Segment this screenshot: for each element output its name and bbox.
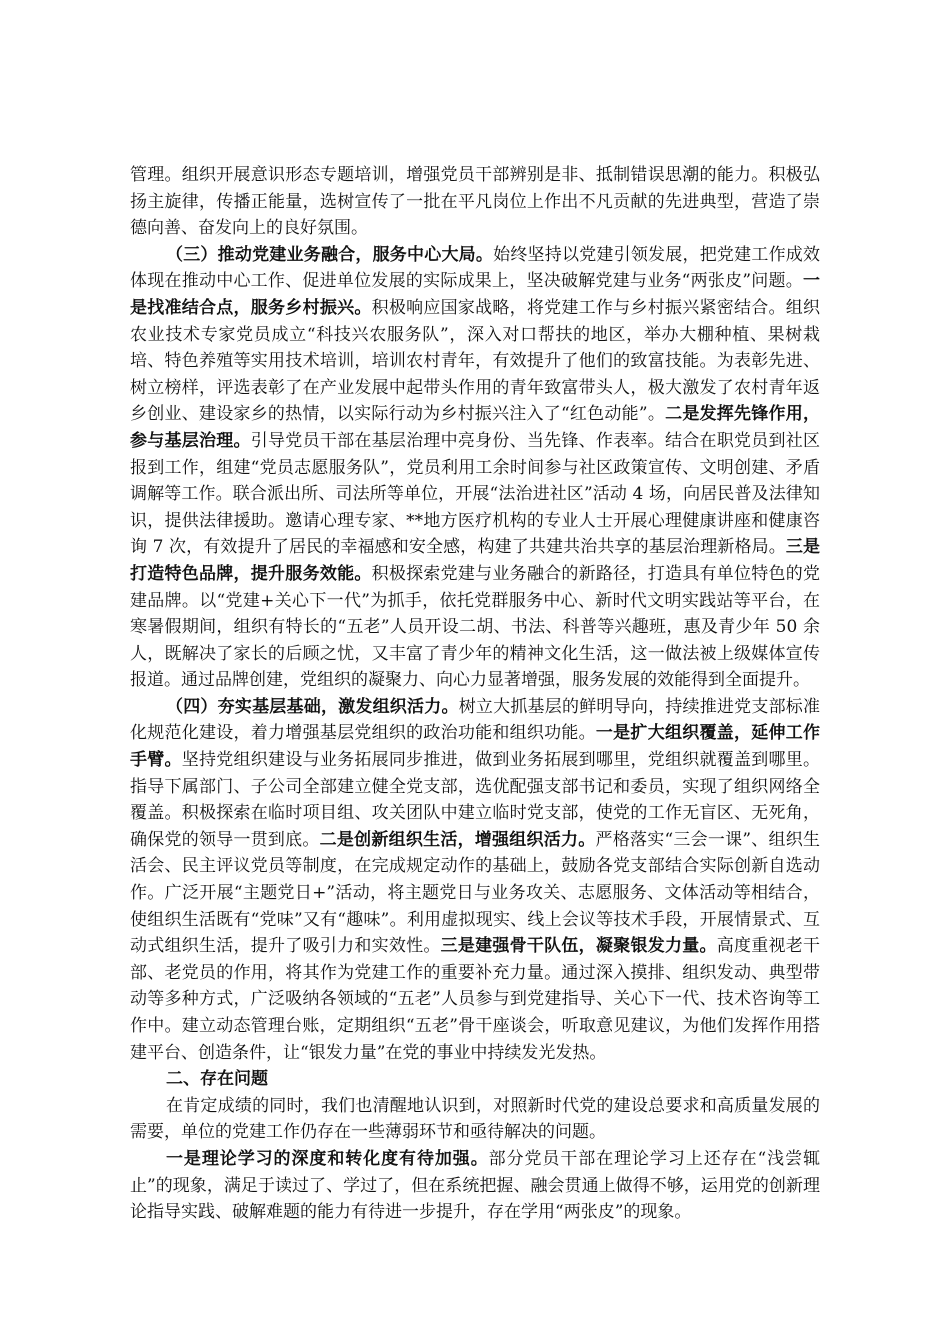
text-run: 坚持党组织建设与业务拓展同步推进，做到业务拓展到哪里，党组织就覆盖到哪里。指导下属部门、子公司全部建立健全党支部，选优配强支部书记和委员，实现了组织网络全覆盖。积极探索在临时项目组、攻关团队中建立临时党支部，使党的工作无盲区、无死角，确保党的领导一贯到底。 (130, 750, 821, 850)
paragraph-section-4 (130, 694, 820, 1066)
text-run: 树立大抓基层的鲜明导向，持续推进党支部标准化规范化建设，着力增强基层党组织的政治功能和组织功能。 (130, 696, 821, 744)
point-heading: 一是理论学习的深度和转化度有待加强。 (166, 1148, 489, 1169)
text-run: 积极探索党建与业务融合的新路径，打造具有单位特色的党建品牌。以“党建+关心下一代”为抓手，依托党群服务中心、新时代文明实践站等平台，在寒暑假期间，组织有特长的“五老”人员开设二胡、书法、科普等兴趣班，惠及青少年 50 余人，既解决了家长的后顾之忧，又丰富了青少年的精神文化生活，这一做法被上级媒体宣传报道。通过品牌创建，党组织的凝聚力、向心力显著增强，服务发展的效能得到全面提升。 (130, 563, 821, 691)
point-heading: 一是扩大组织覆盖，延伸工作手臂。 (130, 723, 820, 771)
paragraph-problem-1 (130, 1146, 820, 1226)
text-run: 高度重视老干部、老党员的作用，将其作为党建工作的重要补充力量。通过深入摸排、组织发动、典型带动等多种方式，广泛吸纳各领域的“五老”人员参与到党建指导、关心下一代、技术咨询等工作中。建立动态管理台账，定期组织“五老”骨干座谈会，听取意见建议，为他们发挥作用搭建平台、创造条件，让“银发力量”在党的事业中持续发光发热。 (130, 936, 821, 1063)
section-heading: （三）推动党建业务融合，服务中心大局。 (166, 244, 494, 265)
text-run: 在肯定成绩的同时，我们也清醒地认识到，对照新时代党的建设总要求和高质量发展的需要，单位的党建工作仍存在一些薄弱环节和亟待解决的问题。 (130, 1095, 820, 1143)
text-run: 引导党员干部在基层治理中亮身份、当先锋、作表率。结合在职党员到社区报到工作，组建“党员志愿服务队”，党员利用工余时间参与社区政策宣传、文明创建、矛盾调解等工作。联合派出所、司法所等单位，开展“法治进社区”活动 4 场，向居民普及法律知识，提供法律援助。邀请心理专家、**地方医疗机构的专业人士开展心理健康讲座和健康咨询 7 次，有效提升了居民的幸福感和安全感，构建了共建共治共享的基层治理新格局。 (130, 430, 821, 558)
chapter-heading: 二、存在问题 (166, 1069, 268, 1090)
document-body (130, 162, 820, 1226)
text-run: 严格落实“三会一课”、组织生活会、民主评议党员等制度，在完成规定动作的基础上，鼓励各党支部结合实际创新自选动作。广泛开展“主题党日+”活动，将主题党日与业务攻关、志愿服务、文体活动等相结合，使组织生活既有“党味”又有“趣味”。利用虚拟现实、线上会议等技术手段，开展情景式、互动式组织生活，提升了吸引力和实效性。 (130, 829, 821, 957)
point-heading: 三是打造特色品牌，提升服务效能。 (130, 537, 821, 584)
point-heading: 二是发挥先锋作用，参与基层治理。 (130, 404, 820, 451)
point-heading: 三是建强骨干队伍，凝聚银发力量。 (440, 936, 717, 957)
text-run: 管理。组织开展意识形态专题培训，增强党员干部辨别是非、抵制错误思潮的能力。积极弘扬主旋律，传播正能量，选树宣传了一批在平凡岗位上作出不凡贡献的先进典型，营造了崇德向善、奋发向上的良好氛围。 (130, 165, 820, 239)
point-heading: 一是找准结合点，服务乡村振兴。 (130, 271, 820, 318)
paragraph-0 (130, 162, 820, 242)
paragraph-intro (130, 1093, 820, 1146)
text-run: 积极响应国家战略，将党建工作与乡村振兴紧密结合。组织农业技术专家党员成立“科技兴农服务队”，深入对口帮扶的地区，举办大棚种植、果树栽培、特色养殖等实用技术培训，培训农村青年，有效提升了他们的致富技能。为表彰先进、树立榜样，评选表彰了在产业发展中起带头作用的青年致富带头人，极大激发了农村青年返乡创业、建设家乡的热情，以实际行动为乡村振兴注入了“红色动能”。 (130, 297, 821, 425)
paragraph-section-3 (130, 242, 820, 694)
section-heading: （四）夯实基层基础，激发组织活力。 (166, 696, 459, 717)
text-run: 始终坚持以党建引领发展，把党建工作成效体现在推动中心工作、促进单位发展的实际成果上，坚决破解党建与业务“两张皮”问题。 (130, 244, 821, 292)
point-heading: 二是创新组织生活，增强组织活力。 (319, 829, 596, 850)
text-run: 部分党员干部在理论学习上还存在“浅尝辄止”的现象，满足于读过了、学过了，但在系统把握、融会贯通上做得不够，运用党的创新理论指导实践、破解难题的能力有待进一步提升，存在学用“两张皮”的现象。 (130, 1148, 820, 1223)
